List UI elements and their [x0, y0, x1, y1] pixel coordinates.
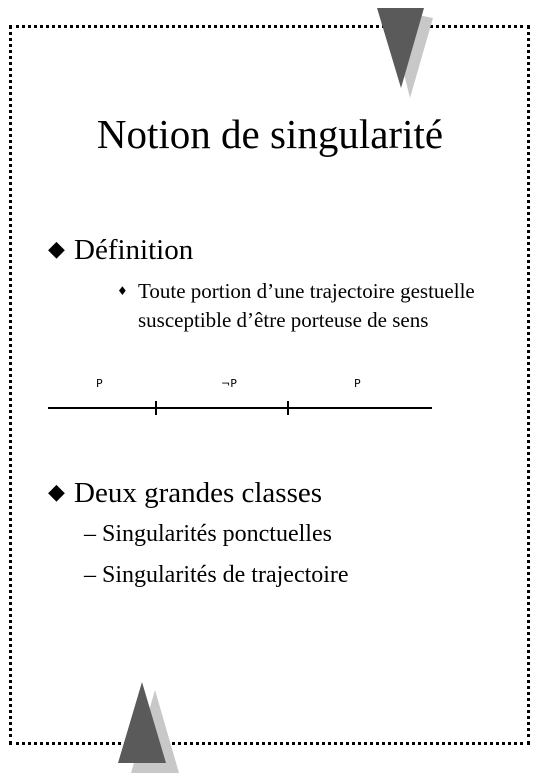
small-diamond-bullet-icon: ♦ [117, 284, 128, 298]
bullet-classes-label: Deux grandes classes [74, 477, 323, 509]
definition-sub-bullet [117, 277, 517, 335]
list-item-ponctuelles: – Singularités ponctuelles [84, 521, 332, 547]
top-triangle-icon [377, 8, 433, 98]
diamond-bullet-icon: ◆ [48, 480, 65, 505]
timeline [48, 401, 432, 415]
bullet-definition-label: Définition [74, 234, 194, 266]
list-item-trajectoire: – Singularités de trajectoire [84, 562, 349, 588]
bullet-definition [48, 233, 193, 267]
timeline-label-not-p: ¬P [221, 377, 237, 390]
definition-text: Toute portion d’une trajectoire gestuelle susceptible d’être porteuse de sens [138, 279, 475, 332]
bullet-classes [48, 476, 322, 510]
timeline-label-p2: P [354, 377, 361, 390]
diamond-bullet-icon: ◆ [48, 237, 65, 262]
slide-title: Notion de singularité [96, 111, 444, 157]
timeline-label-p1: P [96, 377, 103, 390]
bottom-triangle-icon [118, 682, 179, 773]
